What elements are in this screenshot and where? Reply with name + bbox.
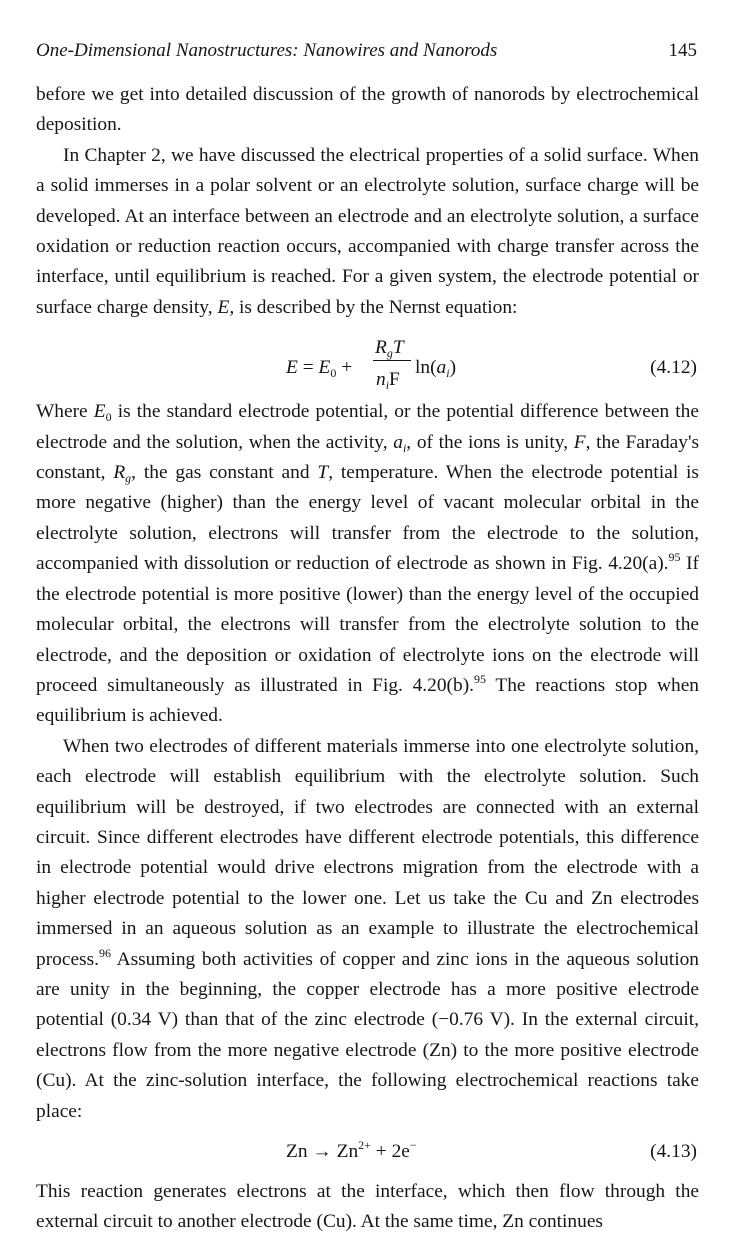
running-header	[36, 36, 699, 70]
paragraph-3: Where $E_0$ is the standard electrode potential, or the potential difference between the electrode and the solution, when the activity, $a_i$, of the ions is unity, F, the Faraday's constant, $R_g$, the gas constant and T, temperature. When the electrode potential is more negative (higher) than the energy level of vacant molecular orbital in the electrolyte solution, electrons will transfer from the electrode to the solution, accompanied with dissolution or reduction of electrode as shown in Fig. 4.20(a).$^{95}$ If the electrode potential is more positive (lower) than the energy level of the occupied molecular orbital, the electrons will transfer from the electrolyte solution to the electrode, and the deposition or oxidation of electrolyte ions on the electrode will proceed simultaneously as illustrated in Fig. 4.20(b).$^{95}$ The reactions stop when equilibrium is achieved.	[36, 401, 700, 727]
equation-number: (4.12)	[650, 357, 697, 379]
paragraph-5: This reaction generates electrons at the interface, which then flow through the external circuit to another electrode (Cu). At the same time, Zn continues	[36, 1181, 699, 1233]
fraction-bar	[373, 360, 411, 361]
equation-4-13: $Zn \to Zn^{2+} + 2e^-$ (4.13)	[36, 1127, 699, 1177]
running-title: One-Dimensional Nanostructures: Nanowires and Nanorods	[36, 40, 498, 61]
page	[36, 36, 699, 1238]
paragraph-1: before we get into detailed discussion of the growth of nanorods by electrochemical deposition.	[36, 84, 699, 136]
equation-4-12: $E = E_0$ + $R_gT$ $n_iF$ $\ln(a_i)$ (4.12)	[286, 337, 697, 393]
paragraph-2: In Chapter 2, we have discussed the electrical properties of a solid surface. When a solid immerses in a polar solvent or an electrolyte solution, surface charge will be developed. At an interface between an electrode and an electrolyte solution, a surface oxidation or reduction reaction occurs, accompanied with charge transfer across the interface, until equilibrium is reached. For a given system, the electrode potential or surface charge density, E, is described by the Nernst equation:	[36, 144, 699, 318]
paragraph-4: When two electrodes of different materials immerse into one electrolyte solution, each electrode will establish equilibrium with the electrolyte solution. Such equilibrium will be destroyed, if two electrodes are connected with an external circuit. Since different electrodes have different electrode potentials, this difference in electrode potential would drive electrons migration from the electrode with a higher electrode potential to the lower one. Let us take the Cu and Zn electrodes immersed in an aqueous solution as an example to illustrate the electrochemical process.$^{96}$ Assuming both activities of copper and zinc ions in the aqueous solution are unity in the beginning, the copper electrode has a more positive electrode potential (0.34 V) than that of the zinc electrode (−0.76 V). In the external circuit, electrons flow from the more negative electrode (Zn) to the more positive electrode (Cu). At the zinc-solution interface, the following electrochemical reactions take place:	[36, 735, 699, 1122]
equation-number: (4.13)	[650, 1141, 697, 1162]
page-number: 145	[668, 40, 697, 61]
